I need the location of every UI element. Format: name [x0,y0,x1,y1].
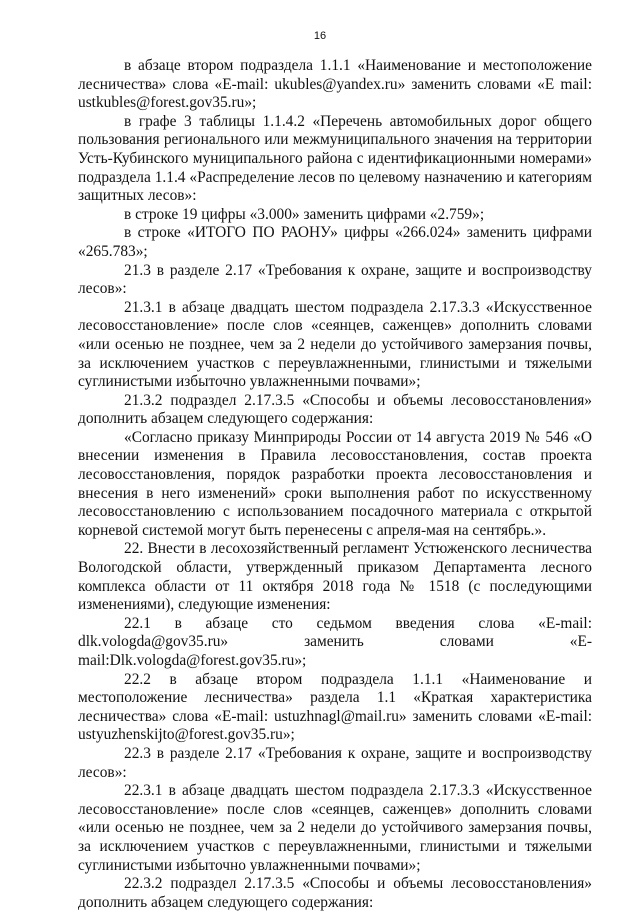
paragraph-5: 21.3 в разделе 2.17 «Требования к охране, защите и воспроизводству лесов»: [78,261,592,298]
paragraph-9: 22. Внести в лесохозяйственный регламент Устюженского лесничества Вологодской области, утвержденный приказом Департамента лесного комплекса области от 11 октября 2018 года № 1518 (с последующими изменениями), следующие изменения: [78,540,592,614]
page-number: 16 [313,30,327,42]
paragraph-11: 22.2 в абзаце втором подраздела 1.1.1 «Наименование и местоположение лесничества» раздела 1.1 «Краткая характеристика лесничества» слова «E-mail: ustuzhnagl@mail.ru» заменить словами «E-mail: ustyuzhenskijto@forest.gov35.ru»; [78,670,592,744]
paragraph-8: «Согласно приказу Минприроды России от 14 августа 2019 № 546 «О внесении изменения в Правила лесовосстановления, состав проекта лесовосстановления, порядок разработки проекта лесовосстановления и внесения в него изменений» сроки выполнения работ по искусственному лесовосстановлению с использованием посадочного материала с открытой корневой системой могут быть перенесены с апреля-мая на сентябрь.». [78,428,592,539]
paragraph-14: 22.3.2 подраздел 2.17.3.5 «Способы и объемы лесовосстановления» дополнить абзацем следующего содержания: [78,875,592,911]
paragraph-6: 21.3.1 в абзаце двадцать шестом подраздела 2.17.3.3 «Искусственное лесовосстановление» после слов «сеянцев, саженцев» дополнить словами «или осенью не позднее, чем за 2 недели до устойчивого замерзания почвы, за исключением участков с переувлажненными, глинистыми и тяжелыми суглинистыми избыточно увлажненными почвами»; [78,298,592,391]
document-body [78,57,592,912]
paragraph-3: в строке 19 цифры «3.000» заменить цифрами «2.759»; [124,205,485,223]
paragraph-1: в абзаце втором подраздела 1.1.1 «Наименование и местоположение лесничества» слова «E-mail: ukubles@yandex.ru» заменить словами «E mail: ustkubles@forest.gov35.ru»; [78,57,592,112]
paragraph-10: 22.1 в абзаце сто седьмом введения слова «E-mail: dlk.vologda@gov35.ru» заменить словами «E-mail:Dlk.vologda@forest.gov35.ru»; [78,614,592,669]
paragraph-7: 21.3.2 подраздел 2.17.3.5 «Способы и объемы лесовосстановления» дополнить абзацем следующего содержания: [78,391,592,428]
paragraph-12: 22.3 в разделе 2.17 «Требования к охране, защите и воспроизводству лесов»: [78,744,592,781]
paragraph-13: 22.3.1 в абзаце двадцать шестом подраздела 2.17.3.3 «Искусственное лесовосстановление» после слов «сеянцев, саженцев» дополнить словами «или осенью не позднее, чем за 2 недели до устойчивого замерзания почвы, за исключением участков с переувлажненными, глинистыми и тяжелыми суглинистыми избыточно увлажненными почвами»; [78,782,592,874]
paragraph-4: в строке «ИТОГО ПО РАОНУ» цифры «266.024» заменить цифрами «265.783»; [78,224,592,260]
paragraph-2: в графе 3 таблицы 1.1.4.2 «Перечень автомобильных дорог общего пользования регионального или межмуниципального значения на территории Усть-Кубинского муниципального района с идентификационными номерами» подраздела 1.1.4 «Распределение лесов по целевому назначению и категориям защитных лесов»: [78,112,592,205]
